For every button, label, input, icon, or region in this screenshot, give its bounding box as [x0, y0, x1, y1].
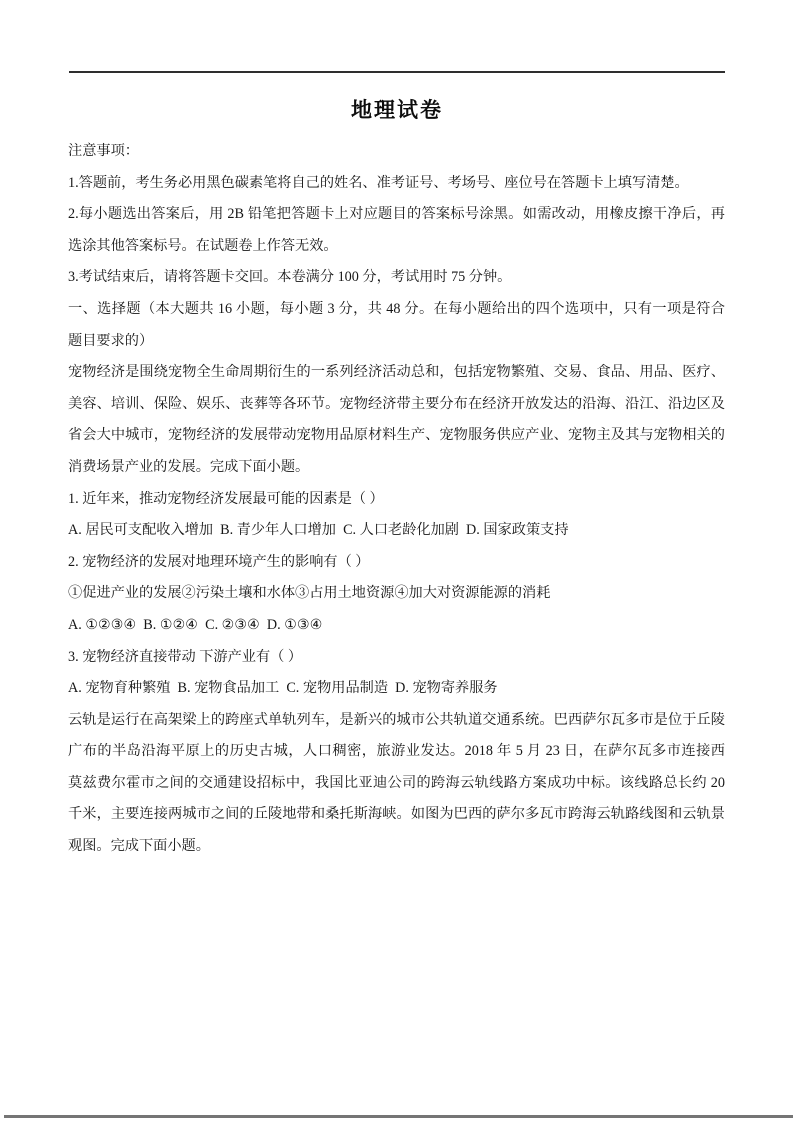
section-1-heading-line-1: 一、选择题（本大题共 16 小题，每小题 3 分，共 48 分。在每小题给出的四个选项中，只有一项是符合 — [68, 300, 725, 317]
passage-pet-economy-line-1: 宠物经济是围绕宠物全生命周期衍生的一系列经济活动总和，包括宠物繁殖、交易、食品、用品、医疗、 — [68, 364, 725, 381]
passage-pet-economy-line-2: 美容、培训、保险、娱乐、丧葬等各环节。宠物经济带主要分布在经济开放发达的沿海、沿江、沿边区及 — [68, 395, 725, 412]
question-3-stem: 3. 宠物经济直接带动 下游产业有（ ） — [68, 648, 303, 665]
page-title: 地理试卷 — [351, 98, 443, 122]
question-2-stem: 2. 宠物经济的发展对地理环境产生的影响有（ ） — [68, 553, 370, 570]
notice-heading: 注意事项： — [68, 143, 139, 159]
passage-pet-economy-line-3: 省会大中城市，宠物经济的发展带动宠物用品原材料生产、宠物服务供应产业、宠物主及其与宠物相关的 — [68, 427, 725, 444]
header-rule — [69, 71, 725, 73]
question-1-stem: 1. 近年来，推动宠物经济发展最可能的因素是（ ） — [68, 490, 384, 507]
notice-item-2-line-1: 2.每小题选出答案后，用 2B 铅笔把答题卡上对应题目的答案标号涂黑。如需改动，用橡皮擦干净后，再 — [68, 206, 725, 223]
question-3-options: A. 宠物育种繁殖 B. 宠物食品加工 C. 宠物用品制造 D. 宠物寄养服务 — [68, 680, 498, 697]
passage-cloud-rail-line-4: 千米，主要连接两城市之间的丘陵地带和桑托斯海峡。如图为巴西的萨尔多瓦市跨海云轨路线图和云轨景 — [68, 806, 725, 823]
section-1-heading-line-2: 题目要求的） — [68, 332, 154, 349]
question-2-options: A. ①②③④ B. ①②④ C. ②③④ D. ①③④ — [68, 616, 323, 633]
question-2-statements: ①促进产业的发展②污染土壤和水体③占用土地资源④加大对资源能源的消耗 — [68, 585, 551, 602]
notice-item-1: 1.答题前，考生务必用黑色碳素笔将自己的姓名、准考证号、考场号、座位号在答题卡上填写清楚。 — [68, 174, 689, 191]
passage-cloud-rail-line-3: 莫兹费尔霍市之间的交通建设招标中，我国比亚迪公司的跨海云轨线路方案成功中标。该线路总长约 20 — [68, 774, 725, 791]
passage-cloud-rail-line-2: 广布的半岛沿海平原上的历史古城，人口稠密，旅游业发达。2018 年 5 月 23 日，在萨尔瓦多市连接西 — [68, 743, 725, 760]
question-1-options: A. 居民可支配收入增加 B. 青少年人口增加 C. 人口老龄化加剧 D. 国家政策支持 — [68, 522, 569, 539]
page-bottom-rule — [4, 1115, 793, 1118]
notice-item-2-line-2: 选涂其他答案标号。在试题卷上作答无效。 — [68, 237, 338, 254]
passage-cloud-rail-line-5: 观图。完成下面小题。 — [68, 838, 210, 855]
passage-cloud-rail-line-1: 云轨是运行在高架梁上的跨座式单轨列车，是新兴的城市公共轨道交通系统。巴西萨尔瓦多市是位于丘陵 — [68, 711, 725, 728]
passage-pet-economy-line-4: 消费场景产业的发展。完成下面小题。 — [68, 458, 310, 475]
document-body — [68, 136, 725, 863]
notice-item-3: 3.考试结束后，请将答题卡交回。本卷满分 100 分，考试用时 75 分钟。 — [68, 269, 512, 286]
